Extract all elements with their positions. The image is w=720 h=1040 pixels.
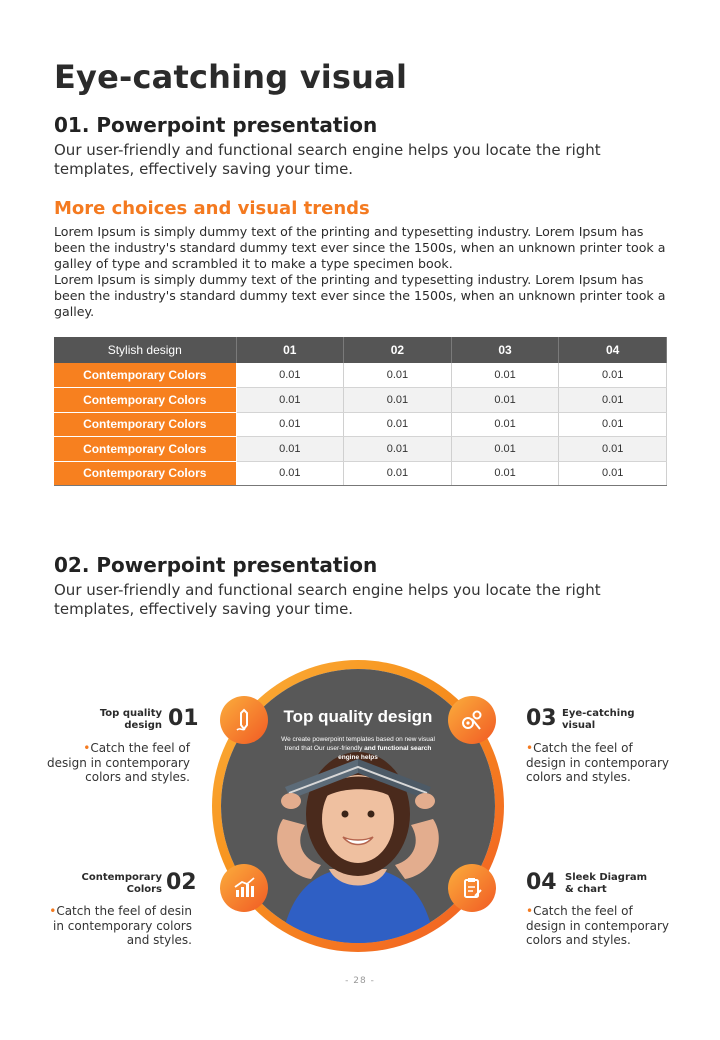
table-row	[54, 388, 667, 413]
table-row	[54, 363, 667, 388]
table-cell: 0.01	[559, 437, 667, 462]
row-label: Contemporary Colors	[54, 461, 236, 486]
section1-lead: Our user-friendly and functional search engine helps you locate the right templates, effectively saving your time.	[54, 141, 601, 178]
column-header: 02	[344, 337, 452, 363]
feature-04-number: 04	[526, 870, 557, 895]
column-header: 03	[451, 337, 559, 363]
column-header: 04	[559, 337, 667, 363]
feature-03-desc: •Catch the feel of design in contemporary colors and styles.	[526, 741, 669, 784]
table-header-row	[54, 337, 667, 363]
feature-02-label: Contemporary Colors	[81, 872, 162, 895]
feature-04-desc: •Catch the feel of design in contemporary colors and styles.	[526, 904, 669, 947]
table-cell: 0.01	[559, 461, 667, 486]
circle-subtitle: We create powerpoint templates based on new visual trend that Our user-friendly and functional search engine helps	[281, 736, 435, 761]
table-cell: 0.01	[451, 437, 559, 462]
page-number: - 28 -	[345, 976, 375, 986]
table-cell: 0.01	[344, 388, 452, 413]
section1-heading: 01. Powerpoint presentation	[54, 113, 378, 137]
data-table	[54, 337, 667, 486]
table-cell: 0.01	[344, 461, 452, 486]
table-row	[54, 412, 667, 437]
bullet-dot-icon: •	[49, 904, 57, 918]
table-cell: 0.01	[236, 437, 344, 462]
section1-body	[54, 224, 674, 320]
feature-04-label: Sleek Diagram & chart	[565, 872, 648, 895]
feature-02-number: 02	[166, 870, 197, 895]
table-cell: 0.01	[236, 363, 344, 388]
column-header: 01	[236, 337, 344, 363]
body-paragraph-2: Lorem Ipsum is simply dummy text of the printing and typesetting industry. Lorem Ipsum has been the industry's standard dummy text ever since the 1500s, when an unknown printer took a galley.	[54, 272, 666, 319]
feature-03-label: Eye-catching visual	[562, 708, 635, 731]
row-label: Contemporary Colors	[54, 388, 236, 413]
bar-chart-icon	[220, 864, 268, 912]
circle-title: Top quality design	[283, 707, 433, 726]
table-cell: 0.01	[451, 363, 559, 388]
table-cell: 0.01	[236, 412, 344, 437]
table-cell: 0.01	[236, 461, 344, 486]
body-paragraph-1: Lorem Ipsum is simply dummy text of the printing and typesetting industry. Lorem Ipsum has been the industry's standard dummy text ever since the 1500s, when an unknown printer took a galley of type and scrambled it to make a type specimen book.	[54, 224, 666, 271]
table-cell: 0.01	[451, 461, 559, 486]
gears-icon	[448, 696, 496, 744]
bullet-dot-icon: •	[526, 904, 534, 918]
table-cell: 0.01	[344, 363, 452, 388]
table-cell: 0.01	[236, 388, 344, 413]
section1-subheading: More choices and visual trends	[54, 198, 370, 219]
table-row	[54, 437, 667, 462]
bullet-dot-icon: •	[526, 741, 534, 755]
feature-03-number: 03	[526, 706, 557, 731]
pencil-icon	[220, 696, 268, 744]
table-cell: 0.01	[559, 363, 667, 388]
row-label: Contemporary Colors	[54, 363, 236, 388]
section2-lead: Our user-friendly and functional search engine helps you locate the right templates, effectively saving your time.	[54, 581, 601, 618]
table-cell: 0.01	[559, 412, 667, 437]
table-cell: 0.01	[451, 388, 559, 413]
feature-01-desc: •Catch the feel of design in contemporary colors and styles.	[47, 741, 190, 784]
feature-02-desc: •Catch the feel of desin in contemporary colors and styles.	[49, 904, 192, 947]
table-row	[54, 461, 667, 486]
table-corner-header: Stylish design	[54, 337, 236, 363]
table-cell: 0.01	[344, 437, 452, 462]
feature-01-label: Top quality design	[99, 708, 162, 731]
clipboard-icon	[448, 864, 496, 912]
table-cell: 0.01	[559, 388, 667, 413]
page-title: Eye-catching visual	[54, 58, 408, 96]
row-label: Contemporary Colors	[54, 412, 236, 437]
table-cell: 0.01	[344, 412, 452, 437]
bullet-dot-icon: •	[83, 741, 91, 755]
table-cell: 0.01	[451, 412, 559, 437]
row-label: Contemporary Colors	[54, 437, 236, 462]
feature-01-number: 01	[168, 706, 199, 731]
section2-heading: 02. Powerpoint presentation	[54, 553, 378, 577]
